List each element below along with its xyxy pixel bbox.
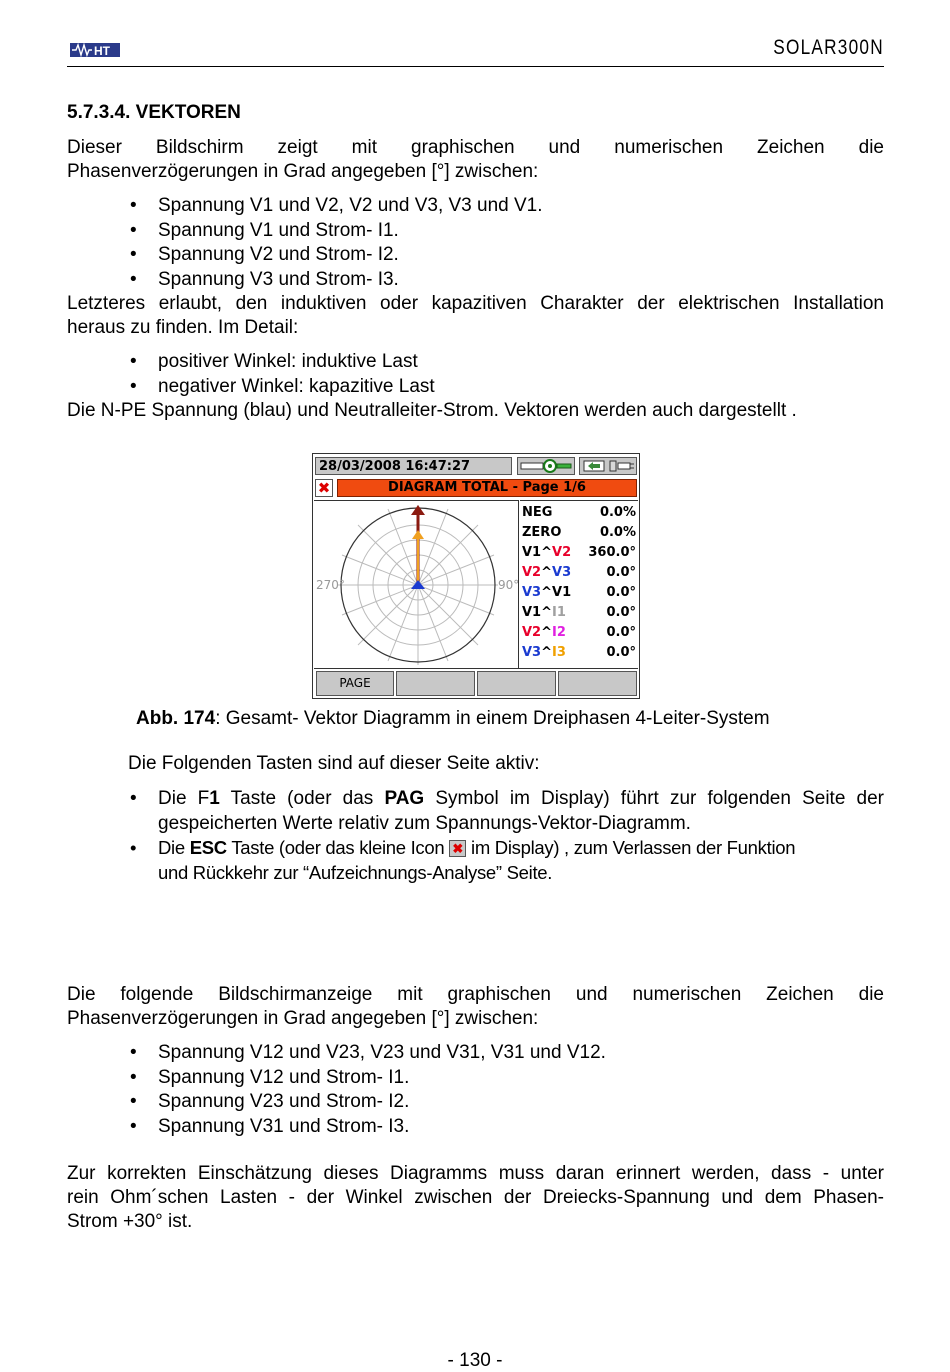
list-item: • Spannung V31 und Strom- I3. (130, 1115, 606, 1140)
instrument-screen (312, 453, 640, 699)
page-button[interactable]: PAGE (316, 671, 394, 696)
label-90: 90° (498, 578, 518, 592)
note-line-2: rein Ohm´schen Lasten - der Winkel zwischen der Dreiecks-Spannung und dem Phasen- (67, 1187, 884, 1208)
value-row-v1-i1: V1^I1 0.0° (522, 603, 638, 623)
row-value: 0.0° (606, 605, 636, 620)
close-icon[interactable]: ✖ (315, 479, 333, 497)
value-row-zero (522, 523, 638, 543)
keys-list (130, 787, 884, 886)
npe-note: Die N-PE Spannung (blau) und Neutralleiter-Strom. Vektoren werden auch dargestellt . (67, 400, 797, 421)
detail-line-1: Letzteres erlaubt, den induktiven oder kapazitiven Charakter der elektrischen Installation (67, 293, 884, 314)
row-label: ZERO (522, 525, 562, 540)
esc-icon: ✖ (449, 840, 466, 857)
phase-list-2 (130, 1041, 606, 1140)
row-value: 0.0% (599, 505, 636, 520)
vector-diagram (314, 500, 519, 668)
list-item: • Spannung V1 und Strom- I1. (130, 219, 543, 244)
vector-voltage-arrow (411, 505, 425, 515)
value-row-v3-i3: V3^I3 0.0° (522, 643, 638, 663)
section-heading: 5.7.3.4. VEKTOREN (67, 102, 241, 123)
value-row-v2-i2: V2^I2 0.0° (522, 623, 638, 643)
screen-status-bar (314, 455, 638, 477)
list-item: • Spannung V23 und Strom- I2. (130, 1090, 606, 1115)
figure-caption (136, 708, 770, 730)
list-item: • Spannung V1 und V2, V2 und V3, V3 und V1. (130, 194, 543, 219)
row-value: 0.0° (606, 585, 636, 600)
probe-icon (517, 457, 575, 475)
label-270: 270° (316, 578, 345, 592)
row-value: 0.0° (606, 645, 636, 660)
value-row-neg (522, 503, 638, 523)
list-item-f1: • Die F1 Taste (oder das PAG Symbol im Display) führt zur folgenden Seite der gespeicherten Werte relativ zum Spannungs-Vektor-Diagramm. (130, 787, 884, 836)
page-number: - 130 - (447, 1350, 503, 1371)
row-value: 0.0° (606, 625, 636, 640)
value-row-v2-v3: V2^V3 0.0° (522, 563, 638, 583)
list-item: • negativer Winkel: kapazitive Last (130, 375, 435, 400)
f4-button[interactable] (558, 671, 637, 696)
intro-line-1: Dieser Bildschirm zeigt mit graphischen und numerischen Zeichen die (67, 137, 884, 158)
section2-intro-line-1: Die folgende Bildschirmanzeige mit graphischen und numerischen Zeichen die (67, 984, 884, 1005)
phase-values-panel (520, 500, 638, 668)
angle-list (130, 350, 435, 399)
f3-button[interactable] (477, 671, 556, 696)
keys-intro: Die Folgenden Tasten sind auf dieser Seite aktiv: (128, 753, 540, 774)
polar-chart (314, 501, 518, 668)
model-name: SOLAR300N (773, 36, 884, 59)
detail-line-2: heraus zu finden. Im Detail: (67, 317, 299, 338)
f2-button[interactable] (396, 671, 475, 696)
row-value: 0.0° (606, 565, 636, 580)
battery-plug-icon (579, 457, 637, 475)
list-item: • Spannung V3 und Strom- I3. (130, 268, 543, 293)
list-item: • Spannung V12 und V23, V23 und V31, V31 und V12. (130, 1041, 606, 1066)
list-item: • positiver Winkel: induktive Last (130, 350, 435, 375)
row-value: 360.0° (588, 545, 636, 560)
row-value: 0.0% (599, 525, 636, 540)
ht-logo (70, 40, 120, 60)
section2-intro-line-2: Phasenverzögerungen in Grad angegeben [°] zwischen: (67, 1008, 539, 1029)
phase-list-1 (130, 194, 543, 293)
caption-text: : Gesamt- Vektor Diagramm in einem Dreiphasen 4-Leiter-System (215, 708, 770, 729)
vector-current-arrow (412, 530, 424, 539)
logo-text: HT (94, 44, 110, 58)
screen-title-row (314, 478, 638, 498)
screen-title: DIAGRAM TOTAL - Page 1/6 (337, 479, 637, 497)
list-item: • Spannung V2 und Strom- I2. (130, 243, 543, 268)
value-row-v1-v2: V1^V2 360.0° (522, 543, 638, 563)
list-item-esc: • Die ESC Taste (oder das kleine Icon ✖ im Display) , zum Verlassen der Funktion und Rückkehr zur “Aufzeichnungs-Analyse” Seite. (130, 836, 884, 885)
header-divider (67, 66, 884, 67)
datetime-display: 28/03/2008 16:47:27 (315, 457, 512, 475)
list-item: • Spannung V12 und Strom- I1. (130, 1066, 606, 1091)
function-key-bar (314, 668, 638, 698)
intro-line-2: Phasenverzögerungen in Grad angegeben [°] zwischen: (67, 161, 539, 182)
row-label: NEG (522, 505, 553, 520)
caption-label: Abb. 174 (136, 708, 216, 729)
value-row-v3-v1: V3^V1 0.0° (522, 583, 638, 603)
note-line-1: Zur korrekten Einschätzung dieses Diagramms muss daran erinnert werden, dass - unter (67, 1163, 884, 1184)
note-line-3: Strom +30° ist. (67, 1211, 193, 1232)
